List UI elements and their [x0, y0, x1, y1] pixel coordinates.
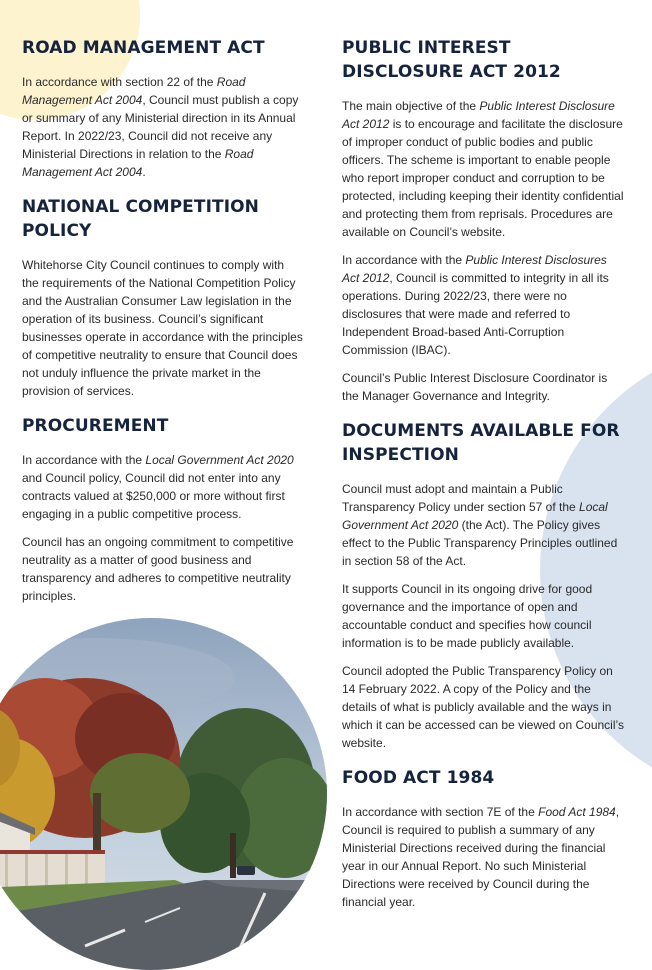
road-management-paragraph: In accordance with section 22 of the Road Management Act 2004, Council must publish a copy or summary of any Ministerial direction in its Annual Report. In 2022/23, Council did not receive any Ministerial Directions in relation to the Road Management Act 2004. [22, 75, 299, 179]
documents-section [342, 419, 624, 752]
procurement-section [22, 414, 304, 605]
public-interest-paragraph-1: The main objective of the Public Interest Disclosure Act 2012 is to encourage and facilitate the disclosure of improper conduct of public bodies and public officers. The scheme is important to enable people who report improper conduct and corruption to be protected, including keeping their identity confidential and protecting them from reprisals. Procedures are available on Council’s website. [342, 99, 624, 239]
food-act-section [342, 766, 624, 911]
public-interest-paragraph-3: Council’s Public Interest Disclosure Coordinator is the Manager Governance and Integrity. [342, 371, 608, 403]
procurement-paragraph-2: Council has an ongoing commitment to competitive neutrality as a matter of good business and transparency and adheres to competitive neutrality principles. [22, 535, 294, 603]
food-act-heading: FOOD ACT 1984 [342, 768, 495, 788]
street-photo [0, 618, 327, 970]
national-competition-section [22, 195, 304, 400]
food-act-paragraph: In accordance with section 7E of the Food Act 1984, Council is required to publish a summary of any Ministerial Directions received during the financial year in our Annual Report. No such Ministerial Directions were received by Council during the financial year. [342, 805, 620, 909]
national-competition-paragraph: Whitehorse City Council continues to comply with the requirements of the National Competition Policy and the Australian Consumer Law legislation in the operation of its business. Council’s significant businesses operate in accordance with the principles of competitive neutrality to ensure that Council does not unduly influence the private market in the provision of services. [22, 258, 303, 398]
documents-paragraph-3: Council adopted the Public Transparency Policy on 14 February 2022. A copy of the Policy and the details of what is publicly available and the ways in which it can be accessed can be viewed on Council’s website. [342, 664, 624, 750]
road-management-heading: ROAD MANAGEMENT ACT [22, 38, 265, 58]
public-interest-paragraph-2: In accordance with the Public Interest Disclosures Act 2012, Council is committed to integrity in all its operations. During 2022/23, there were no disclosures that were made and referred to Independent Broad-based Anti-Corruption Commission (IBAC). [342, 253, 609, 357]
documents-paragraph-1: Council must adopt and maintain a Public Transparency Policy under section 57 of the Local Government Act 2020 (the Act). The Policy gives effect to the Public Transparency Principles outlined in section 58 of the Act. [342, 482, 618, 568]
documents-heading: DOCUMENTS AVAILABLE FOR INSPECTION [342, 421, 620, 465]
left-column [22, 36, 304, 619]
public-interest-section [342, 36, 624, 405]
procurement-paragraph-1: In accordance with the Local Government Act 2020 and Council policy, Council did not enter into any contracts valued at $250,000 or more without first engaging in a public competitive process. [22, 453, 294, 521]
public-interest-heading: PUBLIC INTEREST DISCLOSURE ACT 2012 [342, 38, 561, 82]
national-competition-heading: NATIONAL COMPETITION POLICY [22, 197, 260, 241]
documents-paragraph-2: It supports Council in its ongoing drive for good governance and the importance of open and accountable conduct and specifies how council information is to be made publicly available. [342, 582, 593, 650]
street-scene-illustration [0, 618, 327, 970]
right-column [342, 36, 624, 925]
road-management-section [22, 36, 304, 181]
procurement-heading: PROCUREMENT [22, 416, 169, 436]
